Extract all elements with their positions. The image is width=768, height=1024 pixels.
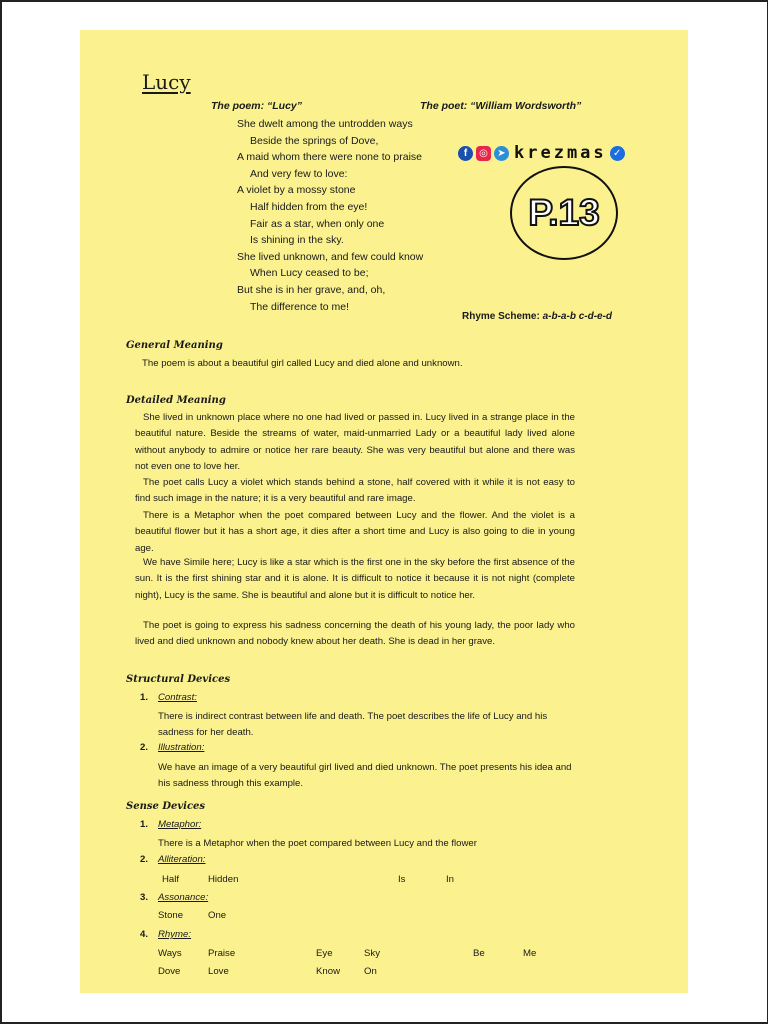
poem-line: She lived unknown, and few could know	[237, 250, 424, 263]
detailed-paragraph: There is a Metaphor when the poet compared between Lucy and the flower. And the violet is a beautiful flower but it has a short age, it dies after a short time and Lucy is also going to die in young age.	[135, 510, 575, 554]
illustration-heading: Illustration:	[158, 742, 205, 753]
telegram-icon: ➤	[494, 146, 509, 161]
rhyme-scheme-label: Rhyme Scheme:	[462, 311, 540, 322]
detailed-paragraph: We have Simile here; Lucy is like a star which is the first one in the sky before the first absence of the sun. It is the first shining star and it is alone. It is difficult to notice it because it is not night (complete night), Lucy is the same. She is beautiful and alone but it is difficult to notice her.	[135, 557, 575, 601]
poem-line: A violet by a mossy stone	[237, 184, 356, 197]
alliteration-word: Half	[162, 874, 180, 885]
poem-line: A maid whom there were none to praise	[237, 151, 423, 164]
poem-line: She dwelt among the untrodden ways	[237, 118, 413, 130]
list-number: 1.	[140, 692, 149, 703]
detailed-paragraph: She lived in unknown place where no one had lived or passed in. Lucy lived in a strange place in the beautiful nature. Beside the streams of water, maid-unmarried Lady or a beautiful lady lived alone without anybody to admire or notice her rare beauty. She was very beautiful but alone and there was not even one to love her.	[135, 412, 575, 473]
illustration-text: We have an image of a very beautiful girl lived and died unknown. The poet presents his idea and his sadness through this example.	[158, 762, 572, 790]
rhyme-word: On	[364, 966, 377, 977]
brand-name: krezmas	[514, 143, 607, 163]
detailed-paragraph: The poet calls Lucy a violet which stands behind a stone, half covered with it while it is not easy to find such image in the nature; it is a very beautiful and rare image.	[135, 477, 575, 505]
rhyme-scheme-value: a-b-a-b c-d-e-d	[542, 311, 613, 322]
poem-label: The poem: “Lucy”	[211, 100, 303, 112]
poet-label: The poet: “William Wordsworth”	[420, 100, 582, 112]
structural-devices-heading: Structural Devices	[126, 674, 231, 685]
assonance-heading: Assonance:	[158, 892, 209, 903]
page-number-badge: P.13	[510, 166, 618, 260]
alliteration-word: Is	[398, 874, 406, 885]
rhyme-word: Ways	[158, 948, 182, 959]
general-meaning-heading: General Meaning	[126, 340, 223, 351]
alliteration-word: Hidden	[208, 874, 239, 885]
alliteration-word: In	[446, 874, 455, 885]
poem-line: Fair as a star, when only one	[250, 217, 385, 230]
frame-border-top	[0, 0, 768, 2]
contrast-heading: Contrast:	[158, 692, 197, 703]
list-number: 4.	[140, 929, 149, 940]
rhyme-word: Know	[316, 966, 340, 977]
poem-line: Beside the springs of Dove,	[250, 134, 379, 147]
alliteration-heading: Alliteration:	[158, 854, 206, 865]
metaphor-heading: Metaphor:	[158, 819, 202, 830]
rhyme-word: Eye	[316, 948, 333, 959]
detailed-meaning-heading: Detailed Meaning	[126, 395, 226, 406]
assonance-word: One	[208, 910, 227, 921]
facebook-icon: f	[458, 146, 473, 161]
rhyme-scheme	[462, 311, 612, 322]
sense-devices-heading: Sense Devices	[126, 801, 206, 812]
list-number: 3.	[140, 892, 149, 903]
assonance-word: Stone	[158, 910, 184, 921]
detailed-paragraph: The poet is going to express his sadness concerning the death of his young lady, the poor lady who lived and died unknown and nobody knew about her death. She is dead in her grave.	[135, 620, 575, 648]
rhyme-word: Love	[208, 966, 229, 977]
poem-text	[237, 116, 423, 315]
poem-line: But she is in her grave, and, oh,	[237, 283, 386, 296]
list-number: 2.	[140, 742, 149, 753]
metaphor-text: There is a Metaphor when the poet compared between Lucy and the flower	[158, 838, 477, 849]
social-watermark	[458, 143, 625, 163]
poem-line: When Lucy ceased to be;	[250, 267, 369, 280]
list-number: 2.	[140, 854, 149, 865]
instagram-icon: ◎	[476, 146, 491, 161]
document-page	[80, 30, 688, 993]
rhyme-word: Praise	[208, 948, 236, 959]
page-title: Lucy	[142, 70, 191, 94]
rhyme-word: Be	[473, 948, 485, 959]
general-meaning-text: The poem is about a beautiful girl called Lucy and died alone and unknown.	[142, 358, 463, 369]
poem-line: The difference to me!	[250, 300, 350, 313]
rhyme-heading: Rhyme:	[158, 929, 192, 940]
contrast-text: There is indirect contrast between life and death. The poet describes the life of Lucy and his sadness for her death.	[158, 711, 548, 739]
list-number: 1.	[140, 819, 149, 830]
frame-border-left	[0, 0, 2, 1024]
poem-line: Half hidden from the eye!	[250, 200, 368, 213]
verified-check-icon: ✓	[610, 146, 625, 161]
poem-line: And very few to love:	[250, 167, 348, 180]
rhyme-word: Sky	[364, 948, 380, 959]
poem-line: Is shining in the sky.	[250, 234, 344, 247]
rhyme-word: Me	[523, 948, 537, 959]
rhyme-word: Dove	[158, 966, 181, 977]
